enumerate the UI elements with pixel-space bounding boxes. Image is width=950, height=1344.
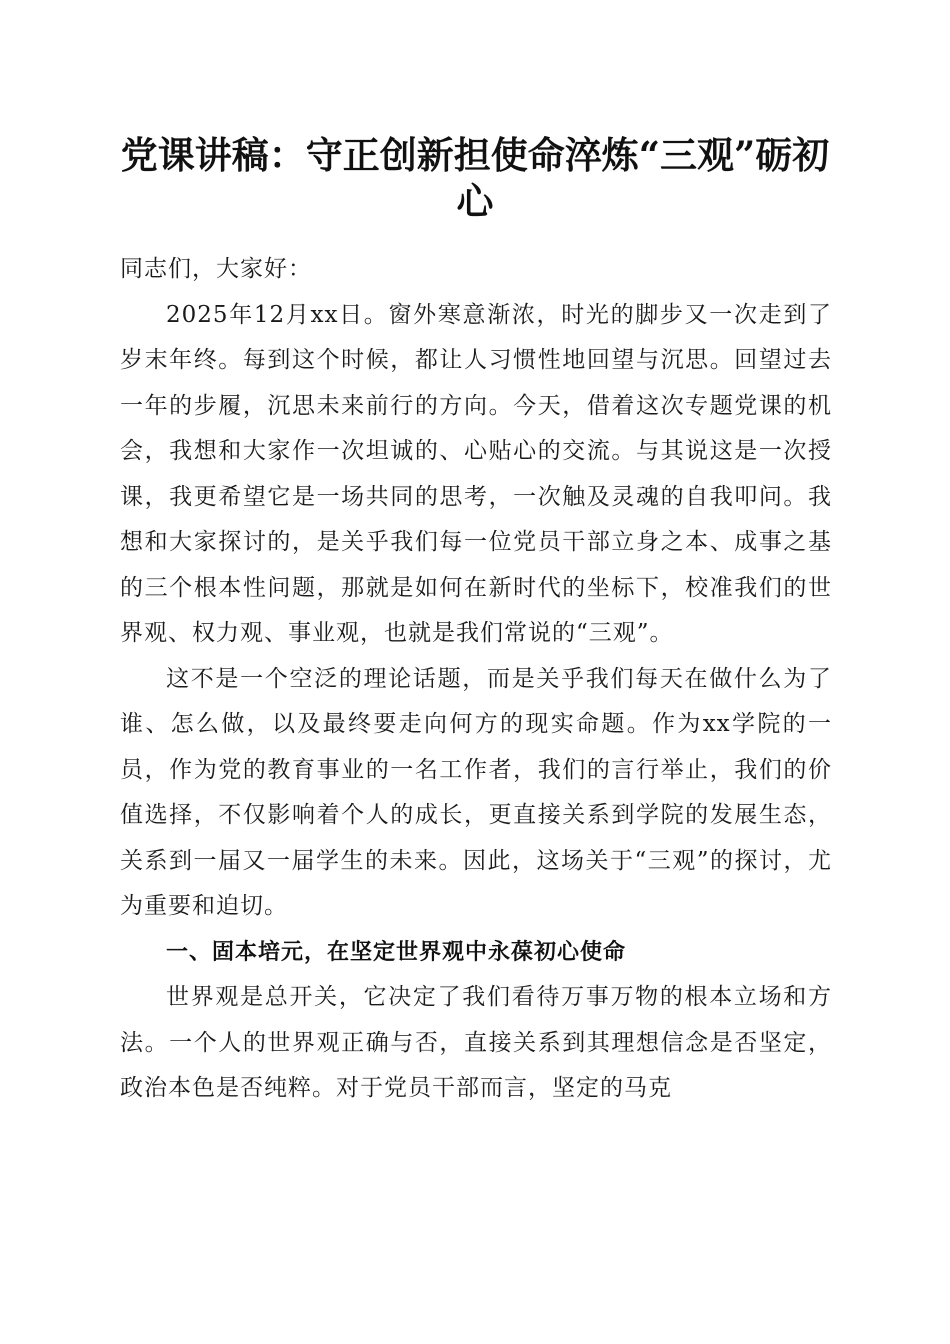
document-title: 党课讲稿：守正创新担使命淬炼“三观”砺初心 — [120, 133, 830, 223]
section-paragraph: 世界观是总开关，它决定了我们看待万事万物的根本立场和方法。一个人的世界观正确与否，直接关系到其理想信念是否坚定，政治本色是否纯粹。对于党员干部而言，坚定的马克 — [120, 984, 832, 1101]
section-heading-text: 一、固本培元，在坚定世界观中永葆初心使命 — [166, 939, 627, 965]
body-paragraph-2: 这不是一个空泛的理论话题，而是关乎我们每天在做什么为了谁、怎么做，以及最终要走向何方的现实命题。作为xx学院的一员，作为党的教育事业的一名工作者，我们的言行举止，我们的价值选择，不仅影响着个人的成长，更直接关系到学院的发展生态，关系到一届又一届学生的未来。因此，这场关于“三观”的探讨，尤为重要和迫切。 — [120, 665, 832, 919]
section-heading — [120, 930, 832, 976]
document-body — [120, 247, 832, 1112]
body-paragraph-1: 2025年12月xx日。窗外寒意渐浓，时光的脚步又一次走到了岁末年终。每到这个时候，都让人习惯性地回望与沉思。回望过去一年的步履，沉思未来前行的方向。今天，借着这次专题党课的机会，我想和大家作一次坦诚的、心贴心的交流。与其说这是一次授课，我更希望它是一场共同的思考，一次触及灵魂的自我叩问。我想和大家探讨的，是关乎我们每一位党员干部立身之本、成事之基的三个根本性问题，那就是如何在新时代的坐标下，校准我们的世界观、权力观、事业观，也就是我们常说的“三观”。 — [120, 301, 832, 646]
greeting-line: 同志们，大家好： — [120, 256, 312, 282]
